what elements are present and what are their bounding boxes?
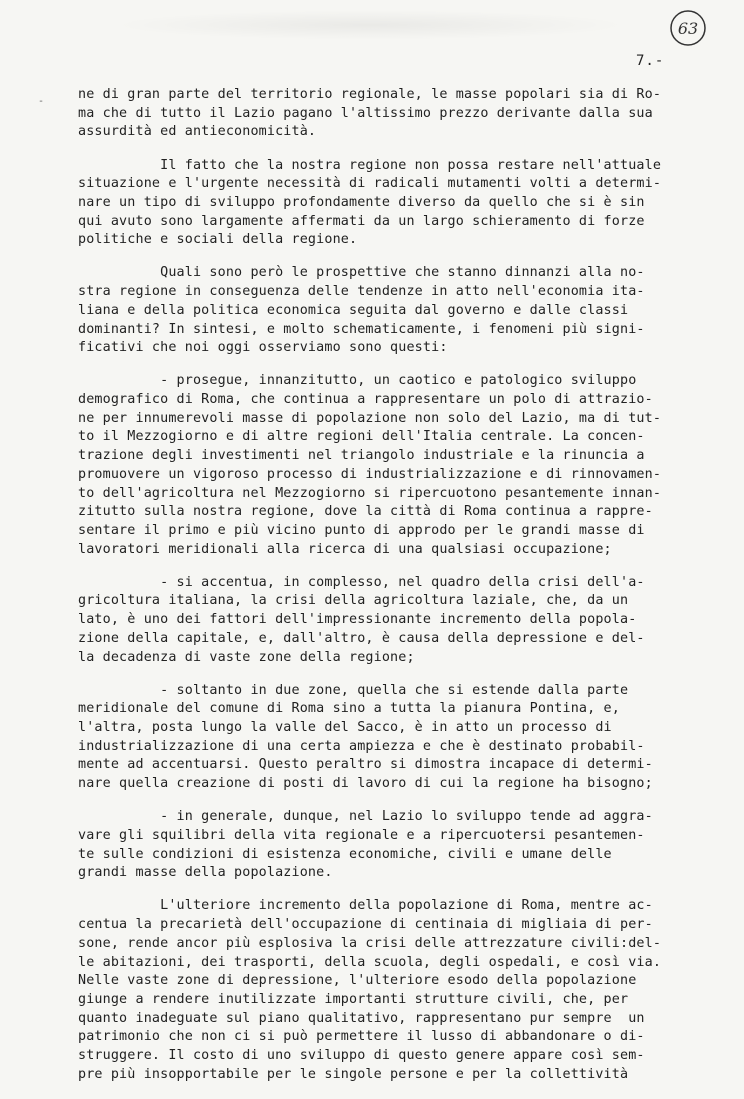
text-line: trazione degli investimenti nel triangolo industriale e la rinuncia a: [78, 448, 645, 464]
text-line: lavoratori meridionali alla ricerca di una qualsiasi occupazione;: [78, 541, 612, 557]
text-line: stra regione in conseguenza delle tendenze in atto nell'economia ita-: [78, 284, 645, 300]
paragraph: [78, 86, 698, 142]
text-line: grandi masse della popolazione.: [78, 865, 333, 881]
text-line: ne per innumerevoli masse di popolazione non solo del Lazio, ma di tut-: [78, 410, 662, 426]
paragraph: [78, 808, 698, 883]
page-number: 7.-: [636, 53, 665, 69]
text-line: - si accentua, in complesso, nel quadro della crisi dell'a-: [78, 574, 645, 590]
text-line: - prosegue, innanzitutto, un caotico e patologico sviluppo: [78, 373, 637, 389]
text-line: gricoltura italiana, la crisi della agricoltura laziale, che, da un: [78, 593, 629, 609]
text-line: nare quella creazione di posti di lavoro di cui la regione ha bisogno;: [78, 776, 653, 792]
paragraph: [78, 897, 698, 1084]
text-line: pre più insopportabile per le singole persone e per la collettività: [78, 1066, 629, 1082]
text-line: giunge a rendere inutilizzate importanti strutture civili, che, per: [78, 991, 629, 1007]
text-line: le abitazioni, dei trasporti, della scuola, degli ospedali, e così via.: [78, 954, 662, 970]
margin-mark: -: [38, 96, 45, 107]
text-line: assurdità ed antieconomicità.: [78, 124, 317, 140]
text-line: sentare il primo e più vicino punto di approdo per le grandi masse di: [78, 522, 645, 538]
text-line: demografico di Roma, che continua a rappresentare un polo di attrazio-: [78, 392, 653, 408]
text-line: meridionale del comune di Roma sino a tutta la pianura Pontina, e,: [78, 701, 620, 717]
text-line: sone, rende ancor più esplosiva la crisi delle attrezzature civili:del-: [78, 935, 662, 951]
scan-smudge: [110, 10, 630, 40]
text-line: te sulle condizioni di esistenza economiche, civili e umane delle: [78, 846, 612, 862]
text-line: ma che di tutto il Lazio pagano l'altissimo prezzo derivante dalla sua: [78, 105, 653, 121]
text-line: to dell'agricoltura nel Mezzogiorno si ripercuotono pesantemente innan-: [78, 485, 662, 501]
text-line: - in generale, dunque, nel Lazio lo sviluppo tende ad aggra-: [78, 809, 653, 825]
text-line: politiche e sociali della regione.: [78, 232, 358, 248]
body-text: [78, 86, 698, 1099]
text-line: l'altra, posta lungo la valle del Sacco, è in atto un processo di: [78, 720, 612, 736]
svg-text:63: 63: [677, 19, 699, 38]
paragraph: [78, 264, 698, 358]
text-line: qui avuto sono largamente affermati da un largo schieramento di forze: [78, 213, 645, 229]
text-line: dominanti? In sintesi, e molto schematicamente, i fenomeni più signi-: [78, 321, 645, 337]
text-line: centua la precarietà dell'occupazione di centinaia di migliaia di per-: [78, 917, 653, 933]
archive-stamp: [668, 8, 708, 48]
text-line: lato, è uno dei fattori dell'impressionante incremento della popola-: [78, 612, 637, 628]
paragraph: [78, 157, 698, 251]
paragraph: [78, 682, 698, 794]
text-line: promuovere un vigoroso processo di industrializzazione e di rinnovamen-: [78, 466, 662, 482]
text-line: Il fatto che la nostra regione non possa restare nell'attuale: [78, 157, 662, 173]
text-line: mente ad accentuarsi. Questo peraltro si dimostra incapace di determi-: [78, 757, 653, 773]
text-line: vare gli squilibri della vita regionale e a ripercuotersi pesantemen-: [78, 827, 645, 843]
text-line: liana e della politica economica seguita dal governo e dalle classi: [78, 302, 629, 318]
text-line: Quali sono però le prospettive che stanno dinnanzi alla no-: [78, 265, 645, 281]
paragraph: [78, 372, 698, 559]
text-line: la decadenza di vaste zone della regione;: [78, 649, 415, 665]
text-line: nare un tipo di sviluppo profondamente diverso da quello che si è sin: [78, 194, 645, 210]
text-line: Nelle vaste zone di depressione, l'ulteriore esodo della popolazione: [78, 973, 637, 989]
text-line: situazione e l'urgente necessità di radicali mutamenti volti a determi-: [78, 176, 662, 192]
text-line: zione della capitale, e, dall'altro, è causa della depressione e del-: [78, 630, 645, 646]
text-line: industrializzazione di una certa ampiezza e che è destinato probabil-: [78, 738, 645, 754]
text-line: quanto inadeguate sul piano qualitativo, rappresentano pur sempre un: [78, 1010, 645, 1026]
text-line: struggere. Il costo di uno sviluppo di questo genere appare così sem-: [78, 1048, 645, 1064]
text-line: to il Mezzogiorno e di altre regioni dell'Italia centrale. La concen-: [78, 429, 645, 445]
text-line: L'ulteriore incremento della popolazione di Roma, mentre ac-: [78, 898, 653, 914]
text-line: ne di gran parte del territorio regionale, le masse popolari sia di Ro-: [78, 87, 662, 102]
paragraph: [78, 574, 698, 668]
text-line: patrimonio che non ci si può permettere il lusso di abbandonare o di-: [78, 1029, 645, 1045]
text-line: ficativi che noi oggi osserviamo sono questi:: [78, 340, 448, 356]
text-line: - soltanto in due zone, quella che si estende dalla parte: [78, 682, 629, 698]
text-line: zitutto sulla nostra regione, dove la città di Roma continua a rappre-: [78, 504, 653, 520]
